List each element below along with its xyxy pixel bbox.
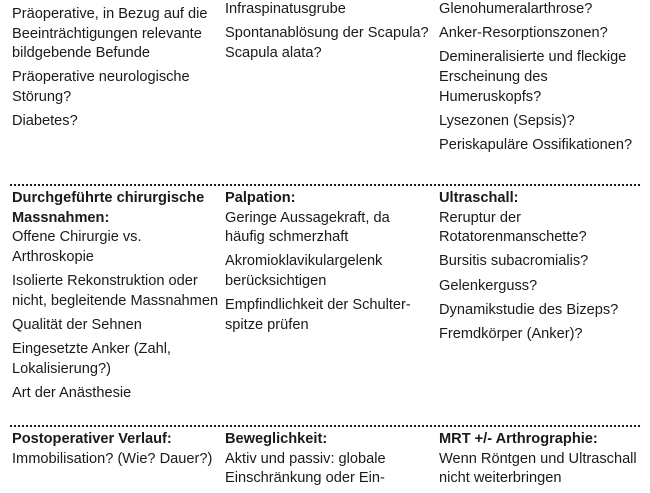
section-heading-text [225, 189, 433, 248]
cell-surgical-measures [12, 189, 220, 408]
section-heading: Durchgeführte chirurgische Massnahmen: [12, 190, 205, 226]
cell-preop-findings [12, 5, 220, 136]
section-heading: Ultraschall: [439, 190, 519, 206]
item-text: Geringe Aussagekraft, da häufig schmerzhaft [225, 209, 390, 246]
item-text: Glenohumeralarthrose? [439, 1, 593, 17]
item-text: Reruptur der Rotatorenmanschette? [439, 209, 587, 246]
item-text: Diabetes? [12, 113, 78, 130]
section-heading-text [225, 430, 433, 489]
item-text: Offene Chirurgie vs. Arthroskopie [12, 229, 142, 265]
cell-mri [439, 430, 647, 493]
cell-postop-course [12, 430, 220, 474]
cell-inspection-continued [225, 0, 433, 68]
cell-xray-continued [439, 0, 647, 160]
item-text: Gelenkerguss? [439, 277, 538, 294]
item-text: Anker-Resorptionszonen? [439, 25, 608, 42]
item-text: Art der Anästhesie [12, 384, 132, 401]
section-heading-text [439, 430, 647, 489]
item-text: Demineralisierte und fleckige Erscheinung des Humeruskopfs? [439, 49, 627, 105]
section-heading: MRT +/- Arthrographie: [439, 431, 598, 447]
item-text: Eingesetzte Anker (Zahl, Lokalisierung?) [12, 340, 171, 377]
item-text: Empfindlichkeit der Schulterspitze prüfen [225, 297, 411, 333]
item-text: Isolierte Rekonstruktion oder nicht, begleitende Massnahmen [12, 272, 219, 309]
section-heading-text [12, 430, 220, 469]
section-heading-text [12, 189, 220, 267]
row-divider [10, 184, 640, 186]
section-heading-text [439, 189, 647, 248]
item-text: Qualität der Sehnen [12, 316, 142, 333]
item-text: Spontanablösung der Scapula? Scapula alata? [225, 25, 429, 61]
item-text: Lysezonen (Sepsis)? [439, 112, 575, 129]
item-text: Immobilisation? (Wie? Dauer?) [12, 450, 213, 467]
item-text: Aktiv und passiv: globale Einschränkung oder Ein- [225, 450, 386, 487]
section-heading: Beweglichkeit: [225, 431, 328, 447]
cell-mobility [225, 430, 433, 493]
row-divider [10, 425, 640, 427]
item-text: Infraspinatusgrube [225, 1, 346, 17]
item-text: Periskapuläre Ossifikationen? [439, 136, 633, 153]
item-text: Akromioklavikulargelenk berücksichtigen [225, 253, 383, 289]
section-heading: Palpation: [225, 190, 296, 206]
item-text: Präoperative, in Bezug auf die Beeinträchtigungen relevante bildgebende Befunde [12, 6, 208, 62]
item-text: Fremdkörper (Anker)? [439, 325, 583, 342]
item-text: Bursitis subacromialis? [439, 253, 589, 270]
item-text: Präoperative neurologische Störung? [12, 69, 190, 105]
cell-palpation [225, 189, 433, 340]
cell-ultrasound [439, 189, 647, 349]
item-text: Wenn Röntgen und Ultraschall nicht weiterbringen [439, 450, 637, 487]
section-heading: Postoperativer Verlauf: [12, 431, 172, 447]
item-text: Dynamikstudie des Bizeps? [439, 301, 619, 318]
